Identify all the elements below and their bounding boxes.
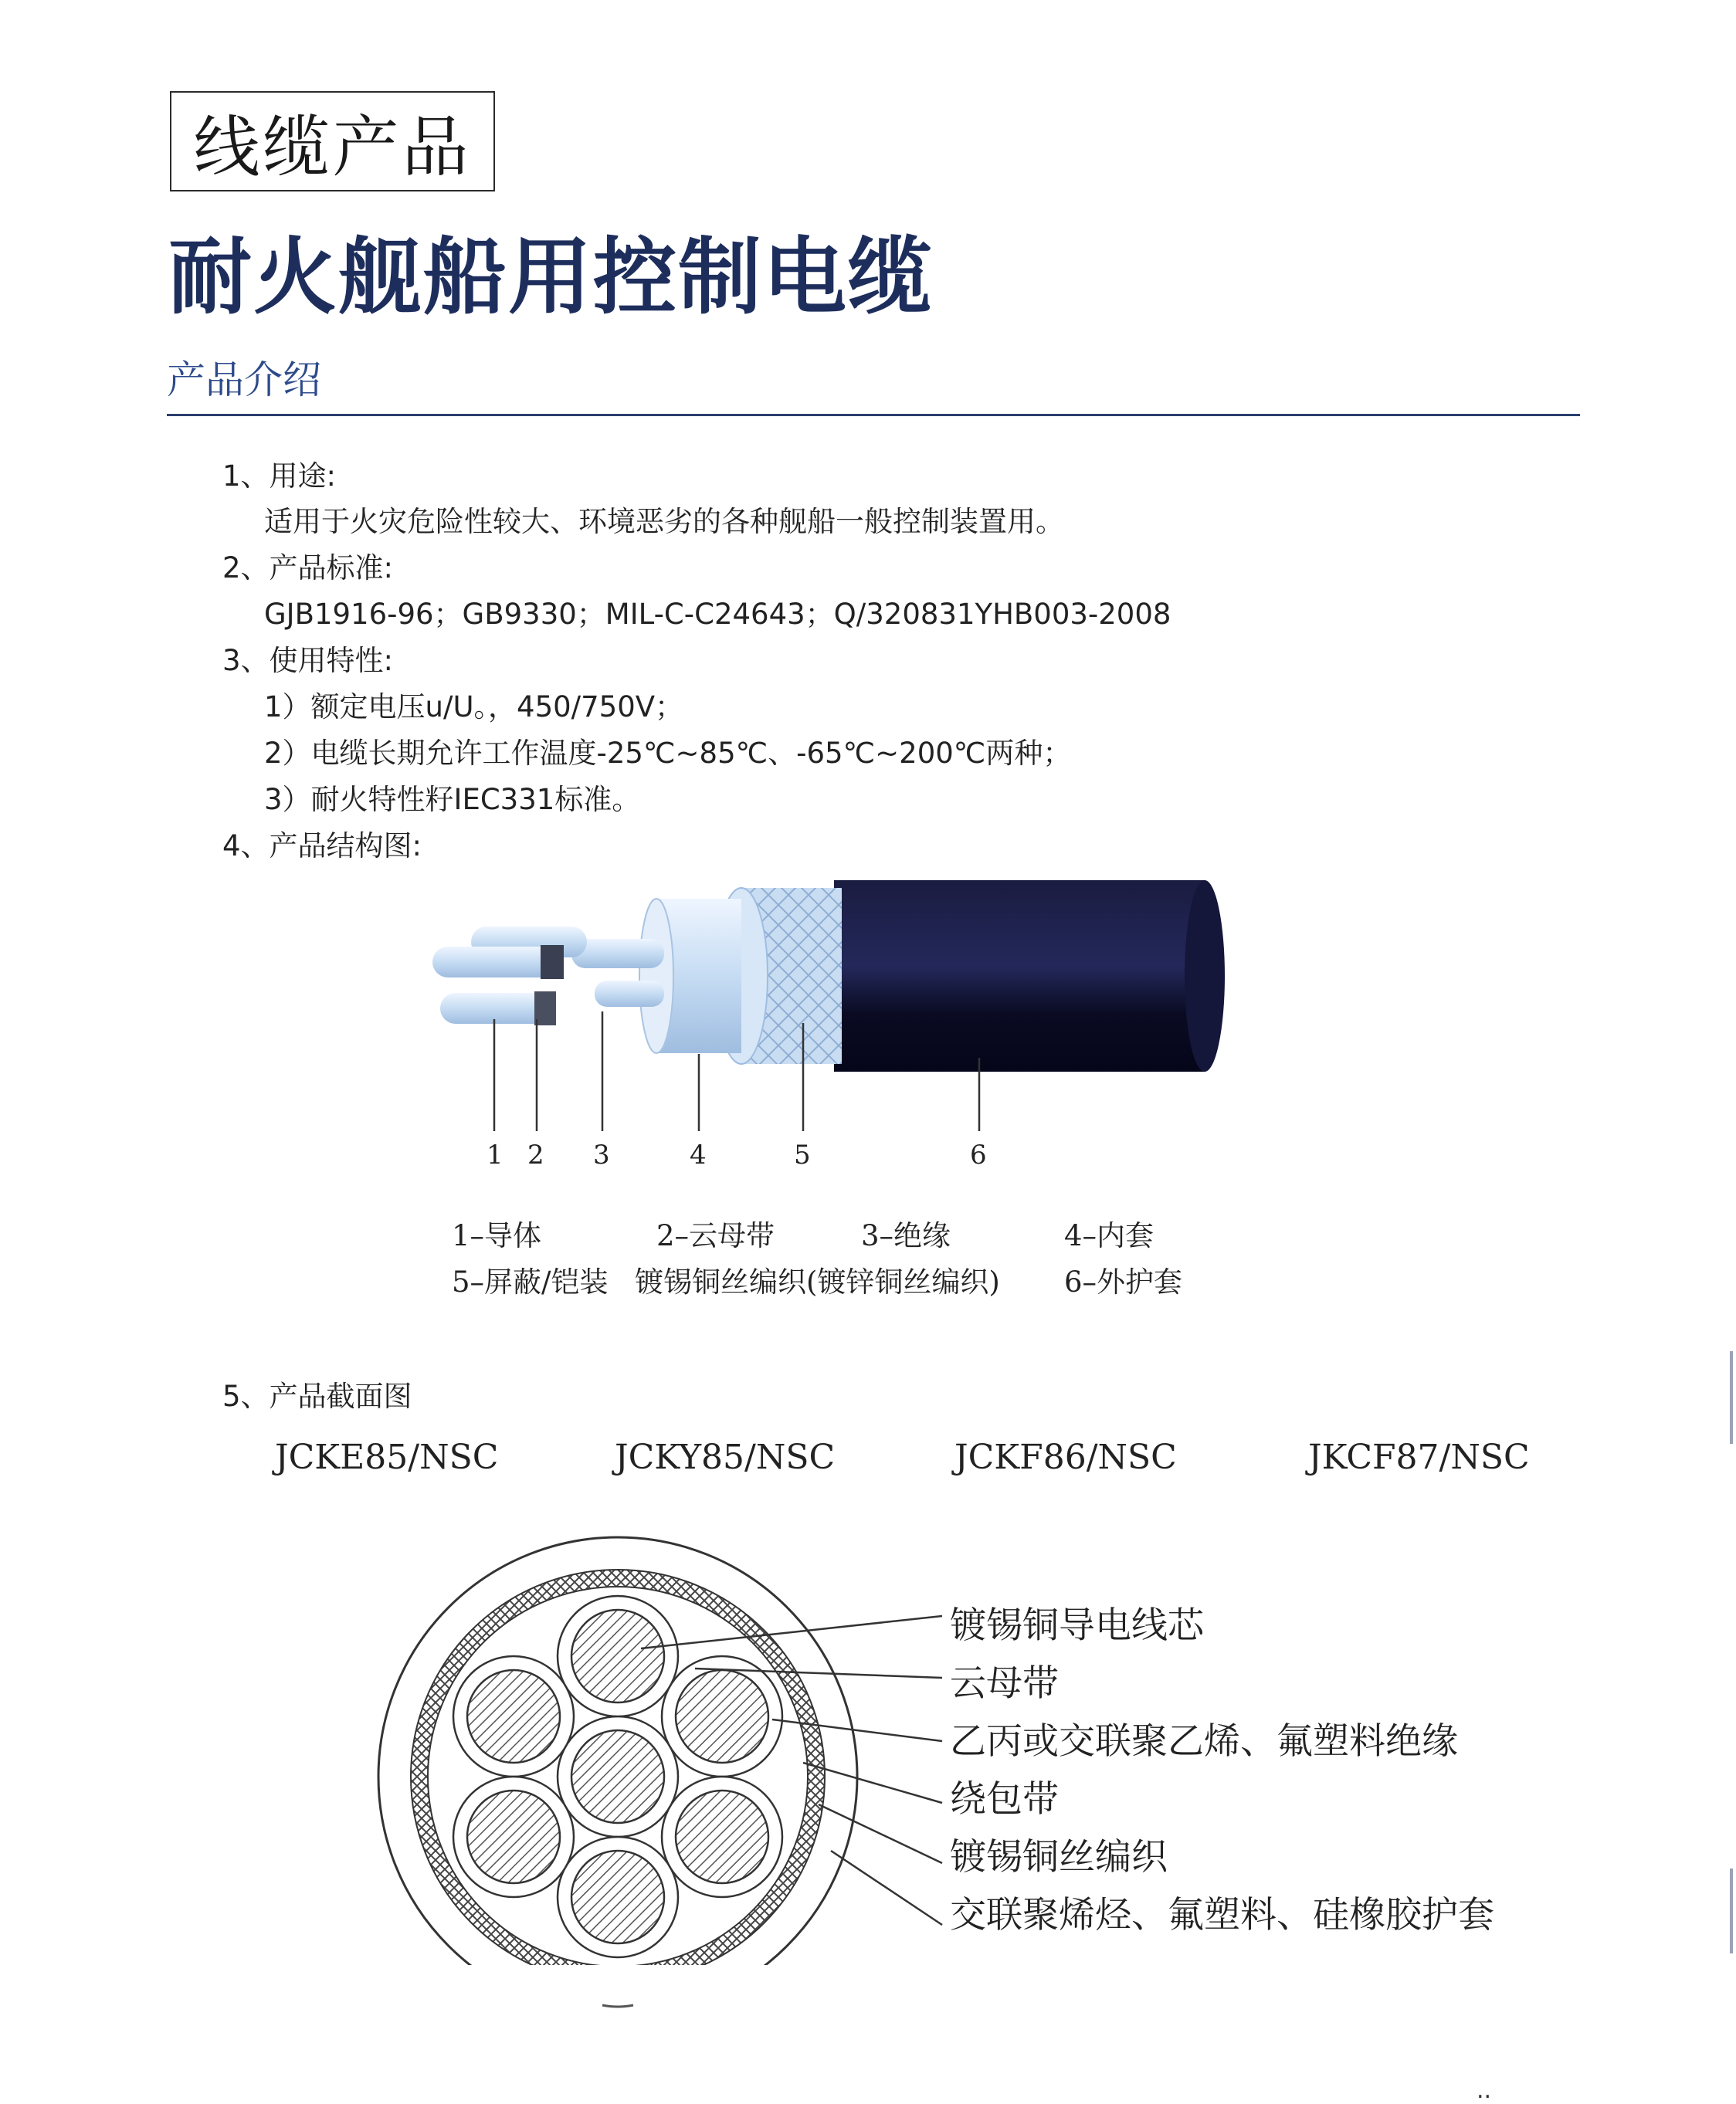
structure-number-6: 6	[970, 1140, 987, 1171]
structure-number-5: 5	[794, 1140, 811, 1171]
page-corner-dots: ..	[1477, 2077, 1492, 2104]
cable-cross-section-illustration	[371, 1517, 1143, 2019]
usage-text: 适用于火灾危险性较大、环境恶劣的各种舰船一般控制装置用。	[264, 505, 1064, 538]
cross-section-heading: 5、产品截面图	[222, 1380, 412, 1413]
standard-text: GJB1916-96；GB9330；MIL-C-C24643；Q/320831YHB003-2008	[264, 598, 1171, 631]
section-divider	[167, 414, 1580, 416]
legend-inner-sheath: 4–内套	[1064, 1219, 1155, 1252]
feature-temperature: 2）电缆长期允许工作温度-25℃~85℃、-65℃~200℃两种；	[264, 737, 1072, 770]
legend-braid: 镀锡铜丝编织(镀锌铜丝编织)	[635, 1265, 1000, 1299]
feature-fire-resistance: 3）耐火特性籽IEC331标准。	[264, 783, 641, 816]
label-outer-sheath: 交联聚烯烃、氟塑料、硅橡胶护套	[950, 1894, 1494, 1936]
page-edge-mark	[1730, 1351, 1733, 1444]
outer-sheath-edge	[602, 2005, 633, 2007]
structure-heading: 4、产品结构图:	[222, 829, 422, 862]
label-mica-tape: 云母带	[950, 1662, 1059, 1705]
legend-shield: 5–屏蔽/铠装	[452, 1265, 609, 1299]
page-edge-mark	[1730, 1869, 1733, 1953]
features-heading: 3、使用特性:	[222, 644, 394, 677]
legend-mica-tape: 2–云母带	[656, 1219, 775, 1252]
legend-outer-sheath: 6–外护套	[1064, 1265, 1183, 1299]
model-jkcf87: JKCF87/NSC	[1308, 1438, 1530, 1477]
structure-number-2: 2	[527, 1140, 544, 1171]
cable-structure-illustration	[417, 865, 1236, 1181]
model-jcke85: JCKE85/NSC	[275, 1438, 499, 1477]
label-wrapping-tape: 绕包带	[950, 1778, 1059, 1821]
model-jcky85: JCKY85/NSC	[615, 1438, 836, 1477]
structure-number-4: 4	[690, 1140, 707, 1171]
structure-number-3: 3	[593, 1140, 610, 1171]
inner-sheath-shape	[639, 899, 741, 1053]
outer-sheath-shape	[834, 880, 1225, 1072]
category-label: 线缆产品	[170, 91, 495, 191]
label-tinned-copper-conductor: 镀锡铜导电线芯	[950, 1604, 1204, 1647]
legend-conductor: 1–导体	[452, 1219, 542, 1252]
label-tinned-copper-braid: 镀锡铜丝编织	[950, 1836, 1168, 1879]
model-jckf86: JCKF86/NSC	[954, 1438, 1177, 1477]
usage-heading: 1、用途:	[222, 459, 337, 493]
page-title: 耐火舰船用控制电缆	[168, 229, 934, 326]
legend-insulation: 3–绝缘	[861, 1219, 951, 1252]
section-title: 产品介绍	[167, 357, 321, 402]
structure-number-1: 1	[487, 1140, 504, 1171]
feature-voltage: 1）额定电压u/U。，450/750V；	[264, 690, 684, 723]
label-insulation: 乙丙或交联聚乙烯、氟塑料绝缘	[950, 1720, 1458, 1763]
standard-heading: 2、产品标准:	[222, 551, 394, 584]
